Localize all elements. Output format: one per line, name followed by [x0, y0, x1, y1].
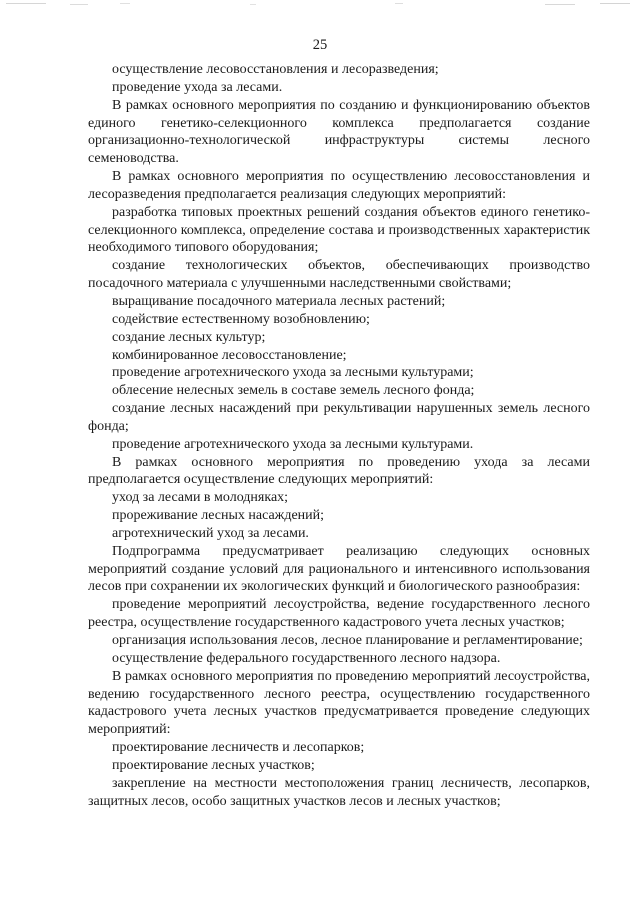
paragraph: комбинированное лесовосстановление;: [112, 347, 347, 363]
paragraph: осуществление федерального государственного лесного надзора.: [112, 650, 501, 666]
paragraph: В рамках основного мероприятия по проведению мероприятий лесоустройства, ведению государственного лесного реестра, осуществлению государственного кадастрового учета лесных участков предусматривается проведение следующих мероприятий:: [88, 668, 590, 738]
paragraph: создание лесных культур;: [112, 329, 266, 345]
paragraph: создание технологических объектов, обеспечивающих производство посадочного материала с улучшенными наследственными свойствами;: [88, 258, 590, 292]
document-body: [88, 61, 590, 810]
paragraph: облесение нелесных земель в составе земель лесного фонда;: [112, 383, 475, 399]
paragraph: закрепление на местности местоположения границ лесничеств, лесопарков, защитных лесов, особо защитных участков лесов и лесных участков;: [88, 775, 590, 809]
paragraph: прореживание лесных насаждений;: [112, 508, 325, 524]
page-number: 25: [312, 37, 328, 53]
paragraph: осуществление лесовосстановления и лесоразведения;: [112, 62, 439, 77]
paragraph: проведение ухода за лесами.: [112, 79, 283, 95]
paragraph: содействие естественному возобновлению;: [112, 311, 370, 327]
paragraph: проектирование лесничеств и лесопарков;: [112, 740, 365, 756]
paragraph: В рамках основного мероприятия по проведению ухода за лесами предполагается осуществление следующих мероприятий:: [88, 454, 590, 488]
paragraph: агротехнический уход за лесами.: [112, 525, 309, 541]
paragraph: уход за лесами в молодняках;: [112, 490, 289, 506]
paragraph: проектирование лесных участков;: [112, 757, 315, 773]
paragraph: создание лесных насаждений при рекультивации нарушенных земель лесного фонда;: [88, 401, 590, 434]
paragraph: Подпрограмма предусматривает реализацию следующих основных мероприятий создание условий для рационального и интенсивного использования лесов при сохранении их экологических функций и биологического разнообразия:: [88, 543, 590, 595]
paragraph: организация использования лесов, лесное планирование и регламентирование;: [112, 633, 583, 648]
paragraph: разработка типовых проектных решений создания объектов единого генетико-селекционного комплекса, определение состава и производственных характеристик необходимого типового оборудования;: [88, 204, 590, 256]
scan-artifact-strip: [0, 0, 640, 10]
paragraph: В рамках основного мероприятия по осуществлению лесовосстановления и лесоразведения предполагается реализация следующих мероприятий:: [88, 169, 590, 202]
paragraph: проведение мероприятий лесоустройства, ведение государственного лесного реестра, осуществление государственного кадастрового учета лесных участков;: [88, 597, 590, 631]
paragraph: проведение агротехнического ухода за лесными культурами.: [112, 436, 474, 452]
paragraph: проведение агротехнического ухода за лесными культурами;: [112, 365, 474, 381]
paragraph: В рамках основного мероприятия по созданию и функционированию объектов единого генетико-селекционного комплекса предполагается создание организационно-технологической инфраструктуры системы лесного семеноводства.: [88, 97, 590, 167]
paragraph: выращивание посадочного материала лесных растений;: [112, 293, 446, 309]
